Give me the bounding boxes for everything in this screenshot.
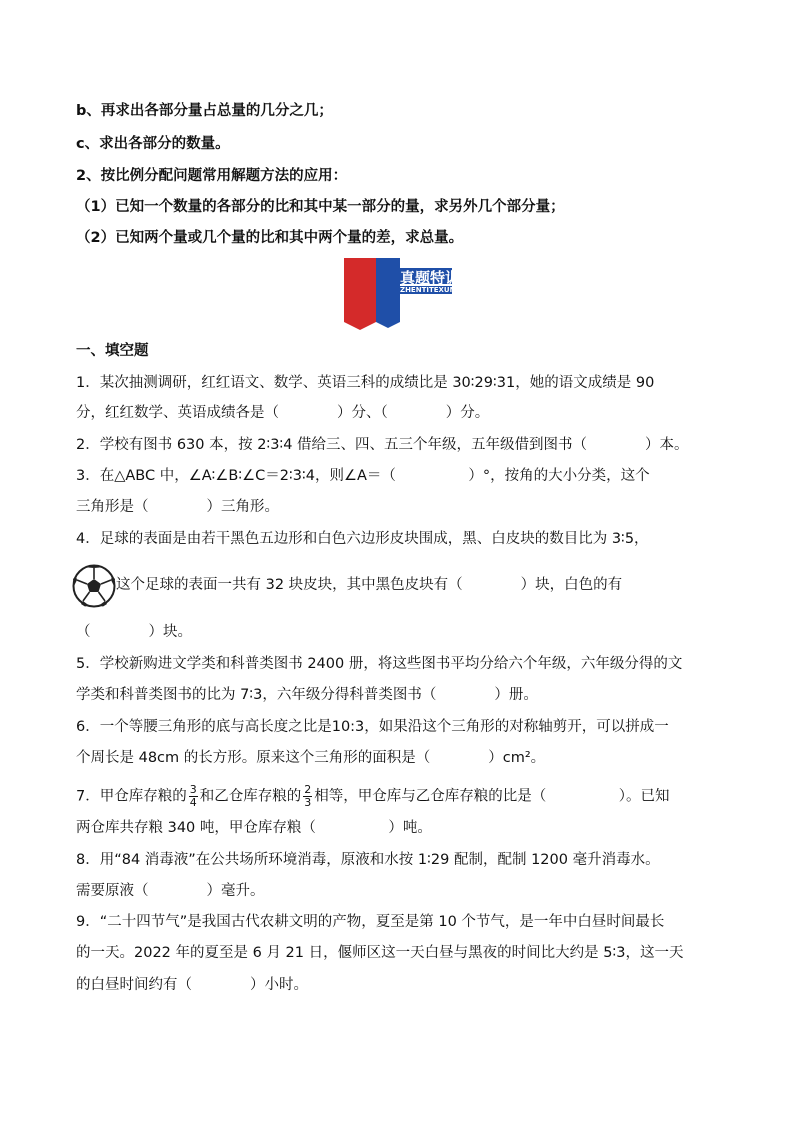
logo-text: 真题特训 (400, 269, 461, 287)
intro-step-b: b、再求出各部分量占总量的几分之几； (76, 103, 333, 119)
question-5-line-1: 5．学校新购进文学类和科普类图书 2400 册，将这些图书平均分给六个年级，六年级分得的文 (76, 656, 683, 672)
question-8-line-1: 8．用“84 消毒液”在公共场所环境消毒，原液和水按 1∶29 配制，配制 1200 毫升消毒水。 (76, 852, 660, 868)
fraction-denominator: 3 (304, 796, 312, 809)
question-7-text-a: 7．甲仓库存粮的 (76, 788, 187, 805)
intro-point-2: （2）已知两个量或几个量的比和其中两个量的差，求总量。 (76, 230, 464, 246)
question-7-text-c: 相等，甲仓库与乙仓库存粮的比是（ ）。已知 (314, 788, 670, 805)
intro-section-2: 2、按比例分配问题常用解题方法的应用： (76, 168, 348, 184)
soccer-ball-icon (72, 564, 116, 608)
question-1-line-2: 分，红红数学、英语成绩各是（ ）分、（ ）分。 (76, 405, 490, 421)
fraction-two-thirds (303, 784, 312, 809)
fraction-numerator: 3 (189, 783, 197, 796)
question-3-line-2: 三角形是（ ）三角形。 (76, 499, 279, 515)
fraction-denominator: 4 (189, 796, 197, 809)
question-4-line-3: （ ）块。 (76, 624, 192, 640)
question-7-line-2: 两仓库共存粮 340 吨，甲仓库存粮（ ）吨。 (76, 820, 432, 836)
question-9-line-3: 的白昼时间约有（ ）小时。 (76, 977, 308, 993)
section-title: 一、填空题 (76, 343, 149, 359)
question-2-line-1: 2．学校有图书 630 本，按 2∶3∶4 借给三、四、五三个年级，五年级借到图书（ ）本。 (76, 437, 689, 453)
question-7-text-b: 和乙仓库存粮的 (199, 788, 302, 805)
question-9-line-2: 的一天。2022 年的夏至是 6 月 21 日，偃师区这一天白昼与黑夜的时间比大约是 5∶3，这一天 (76, 945, 684, 961)
question-5-line-2: 学类和科普类图书的比为 7∶3，六年级分得科普类图书（ ）册。 (76, 687, 538, 703)
fraction-three-quarters (189, 784, 198, 809)
intro-point-1: （1）已知一个数量的各部分的比和其中某一部分的量，求另外几个部分量； (76, 199, 565, 215)
logo-subtext: ZHENTITEXUN (400, 286, 456, 294)
question-9-line-1: 9．“二十四节气”是我国古代农耕文明的产物，夏至是第 10 个节气，是一年中白昼时间最长 (76, 914, 665, 930)
question-4-line-2: 这个足球的表面一共有 32 块皮块，其中黑色皮块有（ ）块，白色的有 (116, 577, 623, 593)
intro-step-c: c、求出各部分的数量。 (76, 136, 230, 152)
question-6-line-1: 6．一个等腰三角形的底与高长度之比是10:3，如果沿这个三角形的对称轴剪开，可以拼成一 (76, 719, 669, 735)
question-6-line-2: 个周长是 48cm 的长方形。原来这个三角形的面积是（ ）cm²。 (76, 750, 546, 766)
fraction-numerator: 2 (304, 783, 312, 796)
zhenti-texun-logo (340, 256, 461, 332)
question-3-line-1: 3．在△ABC 中，∠A∶∠B∶∠C＝2∶3∶4，则∠A＝（ ）°，按角的大小分类，这个 (76, 468, 650, 484)
question-7-line-1 (76, 784, 669, 809)
question-1-line-1: 1．某次抽测调研，红红语文、数学、英语三科的成绩比是 30∶29∶31，她的语文成绩是 90 (76, 375, 655, 391)
question-4-line-1: 4．足球的表面是由若干黑色五边形和白色六边形皮块围成，黑、白皮块的数目比为 3∶5， (76, 531, 649, 547)
question-8-line-2: 需要原液（ ）毫升。 (76, 883, 265, 899)
